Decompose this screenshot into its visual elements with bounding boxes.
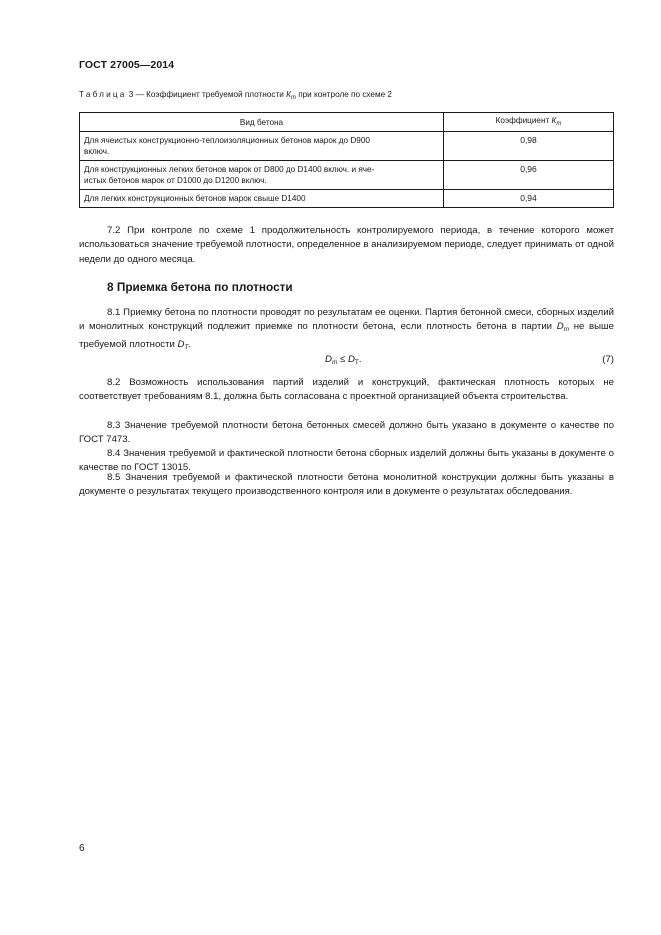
column-header-concrete-type: Вид бетона (80, 113, 444, 132)
document-code: ГОСТ 27005—2014 (79, 59, 175, 71)
formula-number: (7) (602, 354, 614, 365)
paragraph-7-2: 7.2 При контроле по схеме 1 продолжительность контролируемого периода, в течение которого может использоваться значение требуемой плотности, определенное в анализируемом периоде, следует принимать от одной недели до одного месяца. (79, 225, 614, 265)
coefficient-cell: 0,94 (444, 190, 614, 208)
column-header-coefficient-symbol: К (551, 115, 557, 125)
symbol-d-t: D (177, 338, 185, 350)
paragraph-8-1-mid: не выше требуемой плотности (79, 321, 615, 350)
coefficient-cell: 0,98 (444, 132, 614, 161)
concrete-type-cell (80, 161, 444, 190)
table-caption-symbol-sub: т (290, 95, 296, 101)
formula-expression: $D_m \le D_T$. (325, 354, 362, 366)
paragraph-8-3: 8.3 Значение требуемой плотности бетона бетонных смесей должно быть указано в документе о качестве по ГОСТ 7473. (79, 420, 614, 446)
table-caption-symbol: К (286, 90, 291, 99)
table-caption-label: Таблица (79, 90, 127, 99)
table-header-row (80, 113, 614, 132)
table-row (80, 161, 614, 190)
symbol-d-t-sub: T (184, 343, 189, 351)
paragraph-8-1: 8.1 Приемку бетона по плотности проводят по результатам ее оценки. Партия бетонной смеси, сборных изделий и монолитных конструкций подлежит приемке по плотности бетона, если плотность бетона в партии $D_m$ не выше требуемой плотности $D_T$. (79, 307, 615, 351)
concrete-type-cell (80, 132, 444, 161)
page-number: 6 (79, 843, 85, 854)
paragraph-8-5: 8.5 Значения требуемой и фактической плотности бетона монолитной конструкции должны быть указаны в документе о результатах текущего производственного контроля или в документе о результатах обследования. (79, 472, 614, 498)
symbol-d-m-sub: m (563, 326, 570, 334)
paragraph-8-1-text: 8.1 Приемку бетона по плотности проводят по результатам ее оценки. Партия бетонной смеси, сборных изделий и монолитных конструкций подлежит приемке по плотности бетона, если плотность бетона в партии (79, 307, 614, 333)
concrete-type-line: Для ячеистых конструкционно-теплоизоляционных бетонов марок до D900 (84, 136, 370, 145)
column-header-coefficient-label: Коэффициент (495, 115, 550, 125)
concrete-type-line: Для легких конструкционных бетонов марок свыше D1400 (84, 194, 306, 203)
formula-lhs: D (325, 354, 332, 365)
concrete-type-line: истых бетонов марок от D1000 до D1200 включ. (84, 176, 267, 185)
table-row (80, 190, 614, 208)
concrete-type-line: включ. (84, 147, 110, 156)
formula-7 (79, 354, 614, 370)
table-caption (79, 90, 392, 101)
column-header-coefficient (444, 113, 614, 132)
density-coefficient-table (79, 112, 614, 208)
concrete-type-line: Для конструкционных легких бетонов марок от D800 до D1400 включ. и яче- (84, 165, 375, 174)
concrete-type-cell (80, 190, 444, 208)
formula-operator: ≤ (340, 354, 346, 365)
paragraph-8-2: 8.2 Возможность использования партий изделий и конструкций, фактическая плотность которых не соответствует требованиям 8.1, должна быть согласована с проектной организацией объекта строительства. (79, 377, 614, 403)
formula-rhs: D (347, 354, 355, 365)
table-caption-number: 3 (128, 90, 134, 99)
symbol-d-m: D (556, 321, 564, 333)
table-caption-tail: при контроле по схеме 2 (298, 90, 392, 99)
formula-rhs-sub: T (354, 359, 359, 366)
section-8-title: 8 Приемка бетона по плотности (107, 280, 293, 294)
table-caption-text: — Коэффициент требуемой плотности (135, 90, 284, 99)
column-header-coefficient-symbol-sub: т (556, 120, 562, 127)
coefficient-cell: 0,96 (444, 161, 614, 190)
formula-lhs-sub: m (331, 359, 338, 366)
table-row (80, 132, 614, 161)
paragraph-8-4: 8.4 Значения требуемой и фактической плотности бетона сборных изделий должны быть указаны в документе о качестве по ГОСТ 13015. (79, 448, 614, 474)
